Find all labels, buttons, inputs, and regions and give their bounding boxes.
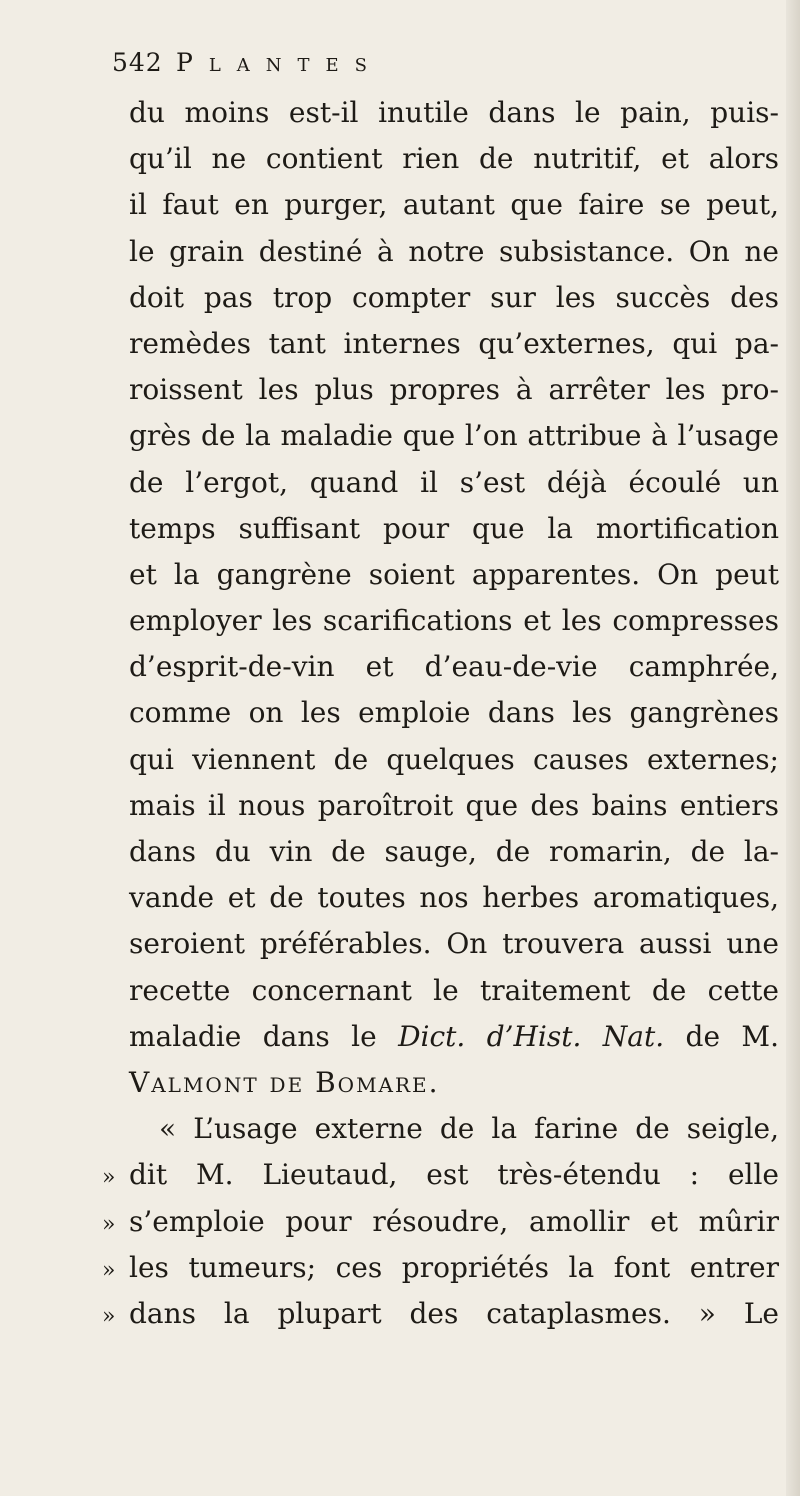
text-line: vande et de toutes nos herbes aromatiques, bbox=[129, 881, 779, 915]
text-line: de l’ergot, quand il s’est déjà écoulé un bbox=[129, 465, 779, 499]
quote-line-text: les tumeurs; ces propriétés la font entrer bbox=[129, 1250, 779, 1284]
text-line: il faut en purger, autant que faire se peut, bbox=[129, 188, 779, 222]
text-line: seroient préférables. On trouvera aussi une bbox=[129, 927, 779, 961]
quote-line-text: s’emploie pour résoudre, amollir et mûrir bbox=[129, 1204, 779, 1238]
quote-continuation-mark: » bbox=[102, 1303, 116, 1329]
quote-close-mark: » bbox=[698, 1296, 716, 1330]
quote-continuation-mark: » bbox=[102, 1211, 116, 1237]
quote-open-mark: « bbox=[159, 1112, 177, 1146]
page-number: 542 bbox=[112, 48, 163, 77]
text-line: roissent les plus propres à arrêter les pro- bbox=[129, 373, 779, 407]
text-line: comme on les emploie dans les gangrènes bbox=[129, 696, 779, 730]
text-line: du moins est-il inutile dans le pain, puis- bbox=[129, 96, 779, 129]
text-line: qu’il ne contient rien de nutritif, et alors bbox=[129, 142, 779, 176]
citation-before: maladie dans le bbox=[129, 1019, 399, 1053]
quote-line-text: L’usage externe de la farine de seigle, bbox=[193, 1112, 779, 1146]
quote-last-line bbox=[102, 1291, 779, 1337]
text-line: le grain destiné à notre subsistance. On ne bbox=[129, 234, 779, 268]
quote-first-line bbox=[129, 1106, 779, 1152]
text-line: et la gangrène soient apparentes. On peut bbox=[129, 557, 779, 591]
quote-continuation-mark: » bbox=[102, 1165, 116, 1191]
running-title: Plantes bbox=[176, 48, 383, 77]
page-edge bbox=[786, 0, 800, 1496]
quote-line-text: dit M. Lieutaud, est très-étendu : elle bbox=[129, 1158, 779, 1192]
catchword: Le bbox=[743, 1296, 779, 1330]
quote-line bbox=[102, 1152, 779, 1198]
text-line: remèdes tant internes qu’externes, qui pa- bbox=[129, 326, 779, 360]
text-line: employer les scarifications et les compresses bbox=[129, 604, 779, 638]
running-head bbox=[112, 44, 712, 84]
text-line: d’esprit-de-vin et d’eau-de-vie camphrée, bbox=[129, 650, 779, 684]
text-line: temps suffisant pour que la mortification bbox=[129, 511, 779, 545]
quote-line bbox=[102, 1199, 779, 1245]
author-name: Valmont de Bomare. bbox=[129, 1065, 440, 1099]
quote-line bbox=[102, 1245, 779, 1291]
quote-continuation-mark: » bbox=[102, 1257, 116, 1283]
text-line: grès de la maladie que l’on attribue à l’usage bbox=[129, 419, 779, 453]
text-line: dans du vin de sauge, de romarin, de la- bbox=[129, 835, 779, 868]
cited-work-title: Dict. d’Hist. Nat. bbox=[398, 1019, 665, 1053]
citation-line bbox=[129, 1014, 779, 1060]
citation-after: de M. bbox=[664, 1019, 779, 1053]
body-text bbox=[102, 90, 779, 1337]
quote-line-text: dans la plupart des cataplasmes. bbox=[129, 1296, 671, 1330]
text-line: recette concernant le traitement de cette bbox=[129, 973, 779, 1007]
text-line: doit pas trop compter sur les succès des bbox=[129, 280, 779, 314]
text-line: qui viennent de quelques causes externes; bbox=[129, 742, 779, 776]
text-line: mais il nous paroîtroit que des bains entiers bbox=[129, 788, 779, 822]
